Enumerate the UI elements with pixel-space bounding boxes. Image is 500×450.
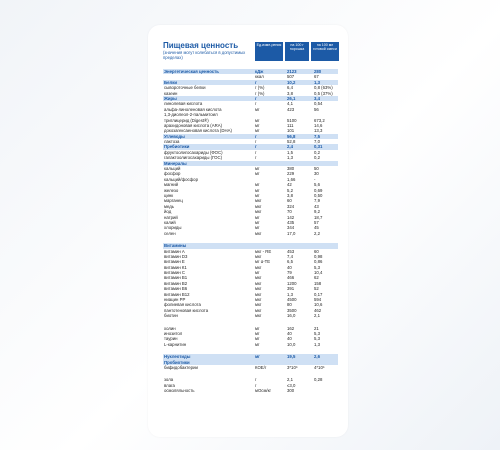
value-100ml: 0,31	[314, 144, 323, 150]
value-100g: 4,1	[287, 101, 293, 107]
unit-cell: мг	[255, 336, 260, 342]
nutrient-name: линолевая кислота	[164, 101, 203, 107]
value-100g: 42	[287, 182, 292, 188]
value-100g: 300	[287, 388, 295, 394]
nutrient-name: бифидобактерии	[164, 364, 198, 370]
unit-cell: г	[255, 95, 257, 101]
unit-cell: г	[255, 144, 257, 150]
unit-cell: мг	[255, 325, 260, 331]
unit-cell: мкг	[255, 286, 262, 292]
unit-cell: г	[255, 155, 257, 161]
value-100ml: 0,69	[314, 187, 323, 193]
unit-cell: мкг	[255, 313, 262, 319]
value-100g: 423	[287, 106, 295, 112]
unit-cell: мОсм/кг	[255, 388, 272, 394]
value-100g: 40	[287, 330, 292, 336]
nutrient-name: фосфор	[164, 171, 181, 177]
value-100g: 4500	[287, 297, 297, 303]
value-100ml: 158	[314, 280, 322, 286]
nutrient-name: кальций/фосфор	[164, 176, 198, 182]
column-header-100ml: на 100 мл готовой смеси	[311, 42, 339, 61]
value-100ml: 57	[314, 219, 319, 225]
unit-cell: г (%)	[255, 90, 265, 96]
value-100ml: 13,3	[314, 128, 323, 134]
nutrient-name: казеин	[164, 90, 178, 96]
nutrient-name: витамин Е	[164, 259, 185, 265]
unit-cell: г	[255, 149, 257, 155]
value-100g: 2123	[287, 69, 297, 74]
value-100g: 16,0	[287, 313, 296, 319]
nutrient-name: биотин	[164, 313, 178, 319]
nutrient-name: лактоза	[164, 139, 180, 145]
value-100g: 5,2	[287, 187, 293, 193]
nutrient-name: зола	[164, 377, 174, 383]
value-100g: 10,0	[287, 341, 296, 347]
unit-cell: мг	[255, 354, 260, 360]
unit-cell: мг	[255, 225, 260, 231]
value-100ml: 18,7	[314, 214, 323, 220]
value-100g: 6,4	[287, 85, 293, 91]
value-100g: 3,8	[287, 192, 293, 198]
nutrient-name: витамин В6	[164, 286, 188, 292]
value-100g: 19,5	[287, 354, 296, 360]
nutrient-name: сывороточные белки	[164, 85, 206, 91]
value-100ml: 4*10⁵	[314, 364, 325, 370]
value-100ml: 2,1	[314, 313, 320, 319]
value-100ml: 0,54	[314, 101, 323, 107]
column-header-unit: Ед.изме-рения	[255, 42, 283, 61]
nutrient-name: витамин К1	[164, 264, 187, 270]
nutrition-table	[163, 69, 338, 393]
unit-cell: мкг	[255, 302, 262, 308]
nutrient-name: витамин С	[164, 270, 186, 276]
nutrient-name: арахидоновая кислота (ARA)	[164, 122, 223, 128]
value-100ml: 2,2	[314, 230, 320, 236]
value-100ml: 45	[314, 225, 319, 231]
value-100g: 435	[287, 219, 295, 225]
value-100ml: 5,3	[314, 336, 320, 342]
nutrient-name: Минералы	[164, 160, 187, 166]
value-100g: 2,1	[287, 377, 293, 383]
unit-cell: мкг	[255, 264, 262, 270]
nutrient-name: Энергетическая ценность	[164, 69, 219, 74]
value-100ml: 10,6	[314, 302, 323, 308]
row-spacer	[163, 319, 338, 326]
value-100g: 10,2	[287, 79, 296, 85]
value-100ml: 21	[314, 325, 319, 331]
unit-cell: мг	[255, 187, 260, 193]
value-100g: 344	[287, 225, 295, 231]
value-100g: 453	[287, 248, 295, 254]
row-spacer	[163, 236, 338, 243]
unit-cell: г	[255, 133, 257, 139]
unit-cell: мг α-TE	[255, 259, 271, 265]
unit-cell: мг	[255, 128, 260, 134]
value-100ml: 7,9	[314, 198, 320, 204]
unit-cell: мкг	[255, 203, 262, 209]
column-header-100g: на 100 г порошка	[285, 42, 309, 61]
value-100ml: 30	[314, 171, 319, 177]
value-100g: 70	[287, 209, 292, 215]
nutrient-name: влага	[164, 382, 175, 388]
nutrient-name: витамин D3	[164, 253, 188, 259]
value-100ml: 52	[314, 286, 319, 292]
value-100g: 1200	[287, 280, 297, 286]
unit-cell: мкг	[255, 297, 262, 303]
value-100g: ≤3,0	[287, 382, 296, 388]
nutrient-name: холин	[164, 325, 176, 331]
nutrient-name: Пребиотики	[164, 144, 190, 150]
unit-cell: мкг	[255, 230, 262, 236]
table-row	[163, 313, 338, 318]
nutrient-name: пантотеновая кислота	[164, 307, 209, 313]
unit-cell: кДж	[255, 69, 264, 74]
value-100g: 7,4	[287, 253, 293, 259]
unit-cell: мг	[255, 214, 260, 220]
unit-cell: мг	[255, 171, 260, 177]
value-100ml: 1,3	[314, 341, 320, 347]
table-header	[163, 41, 263, 61]
unit-cell: г (%)	[255, 85, 265, 91]
value-100ml: 3,4	[314, 95, 320, 101]
value-100ml: 0,2	[314, 155, 320, 161]
unit-cell: г	[255, 382, 257, 388]
value-100ml: 56	[314, 106, 319, 112]
nutrition-card	[148, 25, 348, 437]
nutrient-name: ниацин РР	[164, 297, 186, 303]
nutrient-name: витамин В12	[164, 291, 190, 297]
row-spacer	[163, 347, 338, 354]
nutrient-name: осмоляльность	[164, 388, 195, 394]
value-100g: 229	[287, 171, 295, 177]
value-100g: 6,5	[287, 259, 293, 265]
nutrient-name: витамин В1	[164, 275, 188, 281]
value-100ml: 0,5 (37%)	[314, 90, 333, 96]
value-100ml: -	[314, 176, 316, 182]
nutrient-name: таурин	[164, 336, 178, 342]
value-100ml: 5,3	[314, 264, 320, 270]
value-100ml: 14,6	[314, 122, 323, 128]
unit-cell: мг	[255, 122, 260, 128]
nutrient-name: калий	[164, 219, 176, 225]
value-100g: 1,66	[287, 176, 296, 182]
nutrient-name: магний	[164, 182, 179, 188]
nutrient-name: фолиевая кислота	[164, 302, 201, 308]
value-100g: 142	[287, 214, 295, 220]
table-row	[163, 231, 338, 236]
unit-cell: г	[255, 377, 257, 383]
value-100ml: 43	[314, 203, 319, 209]
nutrient-name: Пробиотики	[164, 359, 190, 365]
unit-cell: ккал	[255, 74, 264, 80]
row-spacer	[163, 370, 338, 377]
nutrient-name: медь	[164, 203, 174, 209]
nutrient-name: марганец	[164, 198, 183, 204]
nutrient-name: Белки	[164, 79, 177, 85]
unit-cell: мкг	[255, 209, 262, 215]
value-100g: 1,5	[287, 149, 293, 155]
table-row	[163, 342, 338, 347]
nutrient-name: докозагексаеновая кислота (DHA)	[164, 128, 232, 134]
value-100g: 52,8	[287, 139, 296, 145]
value-100g: 40	[287, 264, 292, 270]
value-100ml: 5,6	[314, 182, 320, 188]
value-100ml: 594	[314, 297, 322, 303]
unit-cell: мг	[255, 192, 260, 198]
unit-cell: мг	[255, 330, 260, 336]
nutrient-name: Углеводы	[164, 133, 185, 139]
value-100ml: 60	[314, 248, 319, 254]
value-100ml: 0,98	[314, 253, 323, 259]
value-100g: 56,8	[287, 133, 296, 139]
value-100g: 507	[287, 74, 295, 80]
value-100g: 3500	[287, 307, 297, 313]
unit-cell: мг	[255, 166, 260, 172]
value-100ml: 10,4	[314, 270, 323, 276]
unit-cell: г	[255, 139, 257, 145]
nutrient-name: цинк	[164, 192, 174, 198]
nutrient-name: Жиры	[164, 95, 177, 101]
value-100ml: 0,28	[314, 377, 323, 383]
value-100g: 101	[287, 128, 295, 134]
value-100ml: 2,6	[314, 354, 320, 360]
value-100g: 26,1	[287, 95, 296, 101]
value-100g: 380	[287, 166, 295, 172]
unit-cell: мкг	[255, 253, 262, 259]
value-100g: 391	[287, 286, 295, 292]
nutrient-name: железо	[164, 187, 179, 193]
unit-cell: г	[255, 101, 257, 107]
value-100g: 79	[287, 270, 292, 276]
nutrient-name: кальций	[164, 166, 181, 172]
unit-cell: мг	[255, 341, 260, 347]
nutrient-name: 1,3-диолеол-2-пальмитоил	[164, 112, 218, 118]
unit-cell: мкг	[255, 275, 262, 281]
nutrient-name: L-карнитин	[164, 341, 187, 347]
nutrient-name: йод	[164, 209, 172, 215]
nutrient-name: селен	[164, 230, 176, 236]
value-100ml: 462	[314, 307, 322, 313]
unit-cell: мг	[255, 270, 260, 276]
value-100g: 162	[287, 325, 295, 331]
value-100g: 3*10⁶	[287, 364, 298, 370]
nutrient-name: Витамины	[164, 243, 187, 249]
unit-cell: КОЕ/г	[255, 364, 267, 370]
value-100ml: 50	[314, 166, 319, 172]
unit-cell: мг	[255, 117, 260, 123]
value-100ml: 0,50	[314, 192, 323, 198]
value-100g: 60	[287, 198, 292, 204]
nutrient-name: альфа-линоленовая кислота	[164, 106, 222, 112]
value-100g: 17,0	[287, 230, 296, 236]
nutrient-name: триглицерид (Digest®)	[164, 117, 209, 123]
unit-cell: мг	[255, 182, 260, 188]
table-title: Пищевая ценность	[163, 41, 239, 50]
nutrient-name: хлориды	[164, 225, 182, 231]
value-100g: 466	[287, 275, 295, 281]
nutrient-name: фруктоолигосахариды (ФОС)	[164, 149, 223, 155]
unit-cell: г	[255, 79, 257, 85]
value-100g: 80	[287, 302, 292, 308]
nutrient-name: витамин А	[164, 248, 185, 254]
unit-cell: мкг	[255, 291, 262, 297]
unit-cell: мкг - RE	[255, 248, 272, 254]
value-100ml: 0,8 (63%)	[314, 85, 333, 91]
unit-cell: мг	[255, 106, 260, 112]
value-100ml: 673,2	[314, 117, 325, 123]
nutrient-name: галактоолигосахариды (ГОС)	[164, 155, 223, 161]
value-100g: 324	[287, 203, 295, 209]
value-100ml: 0,2	[314, 149, 320, 155]
table-row	[163, 365, 338, 370]
nutrient-name: витамин В2	[164, 280, 188, 286]
table-subtitle: (значения могут колебаться в допустимых пределах)	[163, 50, 246, 60]
value-100g: 1,3	[287, 291, 293, 297]
value-100ml: 0,17	[314, 291, 323, 297]
value-100g: 2,4	[287, 144, 293, 150]
value-100g: 111	[287, 122, 294, 128]
unit-cell: мкг	[255, 280, 262, 286]
table-row	[163, 388, 338, 393]
value-100ml: 280	[314, 69, 322, 74]
unit-cell: мкг	[255, 198, 262, 204]
nutrient-name: натрий	[164, 214, 178, 220]
value-100ml: 5,3	[314, 330, 320, 336]
value-100ml: 1,3	[314, 79, 320, 85]
value-100g: 40	[287, 336, 292, 342]
value-100ml: 0,86	[314, 259, 323, 265]
value-100g: 1,3	[287, 155, 293, 161]
unit-cell: мг	[255, 219, 260, 225]
value-100g: 5100	[287, 117, 297, 123]
nutrient-name: инозитол	[164, 330, 183, 336]
unit-cell: мкг	[255, 307, 262, 313]
value-100ml: 9,2	[314, 209, 320, 215]
value-100ml: 7,5	[314, 133, 320, 139]
value-100ml: 67	[314, 74, 319, 80]
nutrient-name: Нуклеотиды	[164, 354, 191, 360]
value-100g: 3,8	[287, 90, 293, 96]
value-100ml: 7,0	[314, 139, 320, 145]
value-100ml: 62	[314, 275, 319, 281]
